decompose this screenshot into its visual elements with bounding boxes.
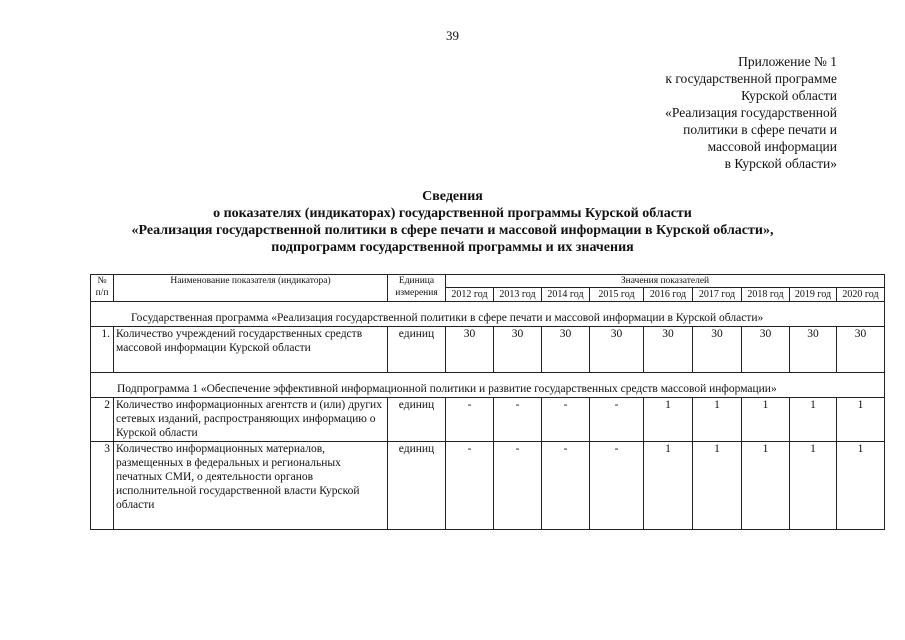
appendix-line: политики в сфере печати и <box>683 122 837 137</box>
header-num: № п/п <box>91 275 114 302</box>
appendix-line: в Курской области» <box>724 156 837 171</box>
row-num: 1. <box>91 327 114 373</box>
subprogram-section-row <box>91 373 885 398</box>
row-num: 2 <box>91 398 114 442</box>
row-unit: единиц <box>388 327 446 373</box>
row-value: - <box>446 442 494 530</box>
header-year: 2020 год <box>837 288 885 302</box>
row-value: - <box>446 398 494 442</box>
row-value: 1 <box>742 398 790 442</box>
header-year: 2013 год <box>494 288 542 302</box>
header-year: 2019 год <box>790 288 837 302</box>
page-number: 39 <box>446 28 459 43</box>
row-name: Количество учреждений государственных средств массовой информации Курской области <box>114 327 388 373</box>
title-line: Сведения <box>422 189 483 204</box>
appendix-line: массовой информации <box>707 139 837 154</box>
row-value: - <box>590 442 644 530</box>
row-value: - <box>590 398 644 442</box>
row-value: 1 <box>790 442 837 530</box>
document-title <box>0 188 905 256</box>
row-value: - <box>494 442 542 530</box>
row-name: Количество информационных агентств и (или) других сетевых изданий, распространяющих информацию о Курской области <box>114 398 388 442</box>
row-value: - <box>542 442 590 530</box>
row-value: 30 <box>494 327 542 373</box>
row-value: 1 <box>837 398 885 442</box>
header-name: Наименование показателя (индикатора) <box>114 275 388 302</box>
row-value: - <box>494 398 542 442</box>
appendix-line: Курской области <box>741 88 837 103</box>
row-value: 1 <box>693 442 742 530</box>
header-unit: Единица измерения <box>388 275 446 302</box>
header-year: 2015 год <box>590 288 644 302</box>
row-value: 30 <box>837 327 885 373</box>
table-row <box>91 327 885 373</box>
title-line: «Реализация государственной политики в сфере печати и массовой информации в Курской области», <box>131 223 774 238</box>
indicators-table <box>90 274 885 530</box>
row-value: 30 <box>644 327 693 373</box>
row-value: 30 <box>693 327 742 373</box>
row-value: 30 <box>590 327 644 373</box>
row-value: 1 <box>790 398 837 442</box>
row-value: 1 <box>742 442 790 530</box>
header-year: 2018 год <box>742 288 790 302</box>
appendix-reference <box>665 53 837 172</box>
row-value: 1 <box>644 442 693 530</box>
row-value: 30 <box>790 327 837 373</box>
row-num: 3 <box>91 442 114 530</box>
program-section-row <box>91 302 885 327</box>
row-value: 30 <box>542 327 590 373</box>
header-year: 2016 год <box>644 288 693 302</box>
table-row <box>91 442 885 530</box>
table-header-row <box>91 275 885 288</box>
table-row <box>91 398 885 442</box>
appendix-line: к государственной программе <box>665 71 837 86</box>
header-year: 2012 год <box>446 288 494 302</box>
program-title: Государственная программа «Реализация государственной политики в сфере печати и массовой информации в Курской области» <box>91 302 885 327</box>
row-value: - <box>542 398 590 442</box>
appendix-line: Приложение № 1 <box>738 54 837 69</box>
header-year: 2014 год <box>542 288 590 302</box>
header-values-group: Значения показателей <box>446 275 885 288</box>
title-line: о показателях (индикаторах) государственной программы Курской области <box>213 206 692 221</box>
row-value: 30 <box>742 327 790 373</box>
title-line: подпрограмм государственной программы и их значения <box>271 240 634 255</box>
row-value: 1 <box>644 398 693 442</box>
row-value: 1 <box>693 398 742 442</box>
row-value: 1 <box>837 442 885 530</box>
row-value: 30 <box>446 327 494 373</box>
row-unit: единиц <box>388 442 446 530</box>
row-name: Количество информационных материалов, размещенных в федеральных и региональных печатных СМИ, о деятельности органов исполнительной государственной власти Курской области <box>114 442 388 530</box>
header-year: 2017 год <box>693 288 742 302</box>
appendix-line: «Реализация государственной <box>665 105 837 120</box>
row-unit: единиц <box>388 398 446 442</box>
subprogram-title: Подпрограмма 1 «Обеспечение эффективной информационной политики и развитие государственных средств массовой информации» <box>91 373 885 398</box>
